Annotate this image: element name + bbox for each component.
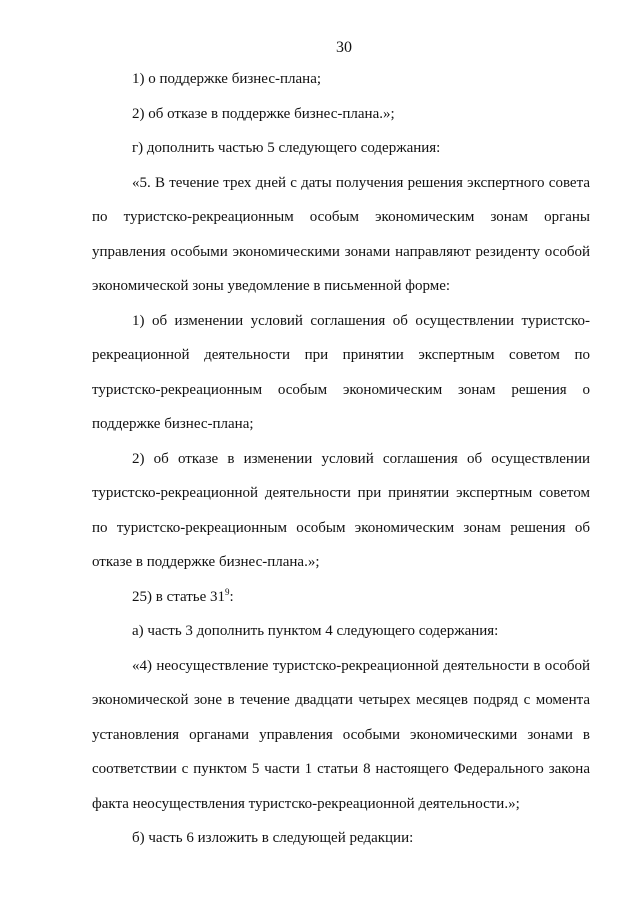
paragraph-1: 1) о поддержке бизнес-плана; <box>132 71 322 87</box>
paragraph-3: г) дополнить частью 5 следующего содержания: <box>132 140 441 156</box>
paragraph-2: 2) об отказе в поддержке бизнес-плана.»; <box>132 105 395 122</box>
paragraph-5: 1) об изменении условий соглашения об осуществлении туристско-рекреационной деятельности при принятии экспертным советом по туристско-рекреационным особым экономическим зонам решения о поддержке бизнес-плана; <box>92 312 590 432</box>
paragraph-7-suffix: : <box>229 588 234 605</box>
page-number: 30 <box>336 39 352 56</box>
paragraph-8: а) часть 3 дополнить пунктом 4 следующего содержания: <box>132 623 499 639</box>
paragraph-10: б) часть 6 изложить в следующей редакции: <box>132 830 414 846</box>
paragraph-9: «4) неосуществление туристско-рекреационной деятельности в особой экономической зоне в течение двадцати четырех месяцев подряд с момента установления органами управления особыми экономическими зонами в соответствии с пунктом 5 части 1 статьи 8 настоящего Федерального закона факта неосуществления туристско-рекреационной деятельности.»; <box>92 657 590 812</box>
paragraph-7-text: 25) в статье 31 <box>132 588 226 605</box>
paragraph-6: 2) об отказе в изменении условий соглашения об осуществлении туристско-рекреационной деятельности при принятии экспертным советом по туристско-рекреационным особым экономическим зонам решения об отказе в поддержке бизнес-плана.»; <box>92 450 590 570</box>
article-superscript: 9 <box>225 586 230 597</box>
paragraph-4: «5. В течение трех дней с даты получения решения экспертного совета по туристско-рекреационным особым экономическим зонам органы управления особыми экономическими зонами направляют резиденту особой экономической зоны уведомление в письменной форме: <box>92 174 590 294</box>
paragraph-7 <box>92 580 590 615</box>
